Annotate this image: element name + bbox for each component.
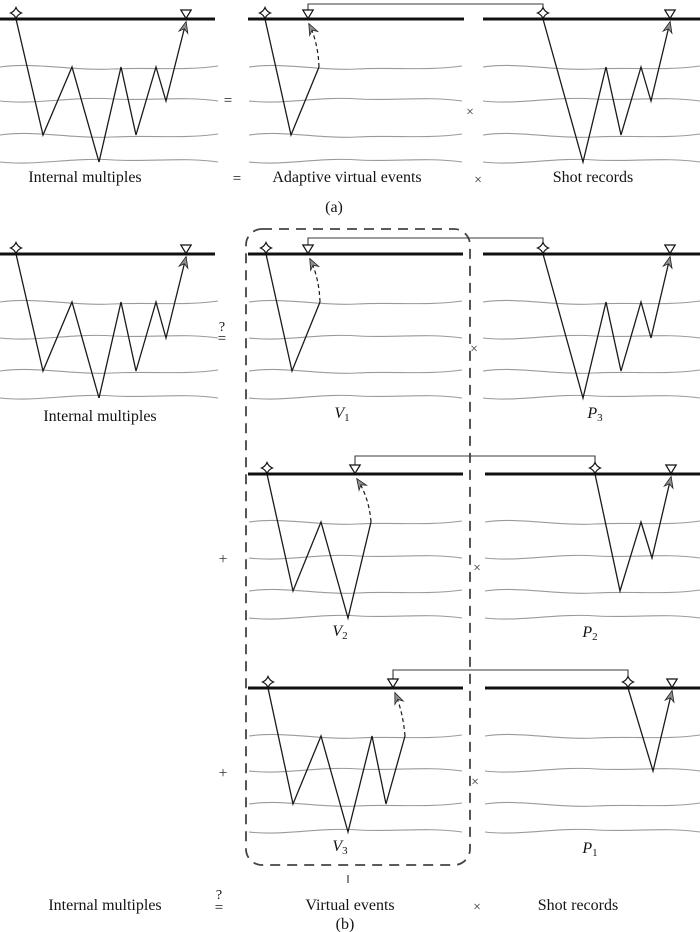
label-internal-multiples-b: Internal multiples [43,408,157,425]
source-diamond-icon [623,677,634,688]
interface-line [249,829,462,833]
equals-sign-bottom: = [214,900,224,916]
interface-line [0,395,218,399]
source-diamond-icon [261,243,272,254]
times-sign-b-row3: × [471,774,479,789]
ray-path [267,474,371,618]
source-diamond-icon [538,8,549,19]
receiver-triangle-icon [666,465,676,474]
receiver-triangle-icon [303,245,313,254]
interface-line [483,65,700,69]
ray-path [266,254,320,371]
interface-line [485,768,700,772]
interface-line [249,555,462,559]
panel-p2 [485,463,700,620]
label-shot-records-bottom: Shot records [537,897,619,914]
times-sign-a-text: × [474,172,482,187]
caption-b: (b) [335,916,355,932]
virtual-dashed-ray [309,24,319,67]
interface-line [249,300,462,304]
times-sign-b-row2: × [473,560,481,575]
connector-line [308,4,543,13]
source-diamond-icon [263,677,274,688]
label-p1: P1 [582,840,598,859]
source-diamond-icon [11,8,22,19]
interface-line [249,520,462,524]
interface-line [249,395,462,399]
plus-sign-row2: + [218,551,228,568]
panel-p3 [483,243,700,400]
interface-line [249,615,462,619]
identity-bar: ‖ [346,872,350,886]
virtual-events-dashed-box [246,229,470,865]
equals-sign-a-panels: = [223,93,233,109]
connector-line [393,670,628,682]
equals-sign-b-panels: = [217,331,227,347]
interface-line [249,734,462,738]
interface-line [249,589,462,593]
times-sign-b-row1: × [470,341,478,356]
interface-line [483,159,700,163]
interface-line [0,98,218,102]
interface-line [249,768,462,772]
label-v2: V2 [332,623,348,642]
panel-v1 [248,238,543,399]
label-internal-multiples-bottom: Internal multiples [48,897,162,914]
interface-line [483,335,700,339]
panel-p1 [485,677,700,834]
times-sign-a-panels: × [466,104,474,119]
connector-line [308,238,543,248]
virtual-dashed-ray [357,479,371,522]
receiver-triangle-icon [665,245,675,254]
label-adaptive-virtual-events: Adaptive virtual events [272,169,422,186]
ray-path [268,688,405,832]
virtual-dashed-ray [310,259,320,302]
panel-v3 [248,670,628,833]
ray-path [265,19,319,135]
plus-sign-row3: + [218,765,228,782]
panel-a-internal-multiples [0,8,218,164]
panel-a-adaptive-virtual-events [248,4,543,163]
ray-path [595,474,671,591]
ray-path [628,688,672,771]
receiver-triangle-icon [181,10,191,19]
label-virtual-events: Virtual events [305,897,395,914]
connector-line [355,456,595,468]
ray-path [16,254,186,398]
question-mark-b-panels: ? [218,320,226,335]
interface-line [483,300,700,304]
equals-sign-a-text: = [232,171,242,187]
virtual-dashed-ray [395,693,405,736]
interface-line [485,520,700,524]
caption-a: (a) [325,199,343,216]
interface-line [249,159,462,163]
panel-b-internal-multiples [0,243,218,400]
interface-line [485,734,700,738]
ray-path [16,19,186,162]
interface-line [483,395,700,399]
interface-line [485,615,700,619]
interface-line [249,65,462,69]
interface-line [0,65,218,69]
interface-line [483,98,700,102]
interface-line [483,369,700,373]
source-diamond-icon [262,463,273,474]
label-p2: P2 [582,624,598,643]
interface-line [485,555,700,559]
ray-path [543,254,670,398]
interface-line [0,300,218,304]
source-diamond-icon [538,243,549,254]
label-p3: P3 [587,405,603,424]
interface-line [0,369,218,373]
receiver-triangle-icon [181,245,191,254]
label-v3: V3 [332,838,348,857]
interface-line [249,335,462,339]
interface-line [485,589,700,593]
interface-line [485,829,700,833]
interface-line [483,133,700,137]
panel-v2 [248,456,595,619]
label-shot-records-a: Shot records [552,169,634,186]
question-mark-bottom: ? [215,888,223,903]
interface-line [0,335,218,339]
interface-line [249,98,462,102]
interface-line [249,133,462,137]
ray-path [543,19,670,162]
panel-a-shot-records [483,8,700,164]
receiver-triangle-icon [350,465,360,474]
receiver-triangle-icon [303,10,313,19]
receiver-triangle-icon [667,679,677,688]
interface-line [0,159,218,163]
times-sign-bottom: × [473,899,481,914]
interface-line [249,369,462,373]
source-diamond-icon [11,243,22,254]
receiver-triangle-icon [388,679,398,688]
label-internal-multiples-a: Internal multiples [28,169,142,186]
interface-line [0,133,218,137]
receiver-triangle-icon [665,10,675,19]
interface-line [485,802,700,806]
label-v1: V1 [334,405,350,424]
source-diamond-icon [590,463,601,474]
source-diamond-icon [260,8,271,19]
